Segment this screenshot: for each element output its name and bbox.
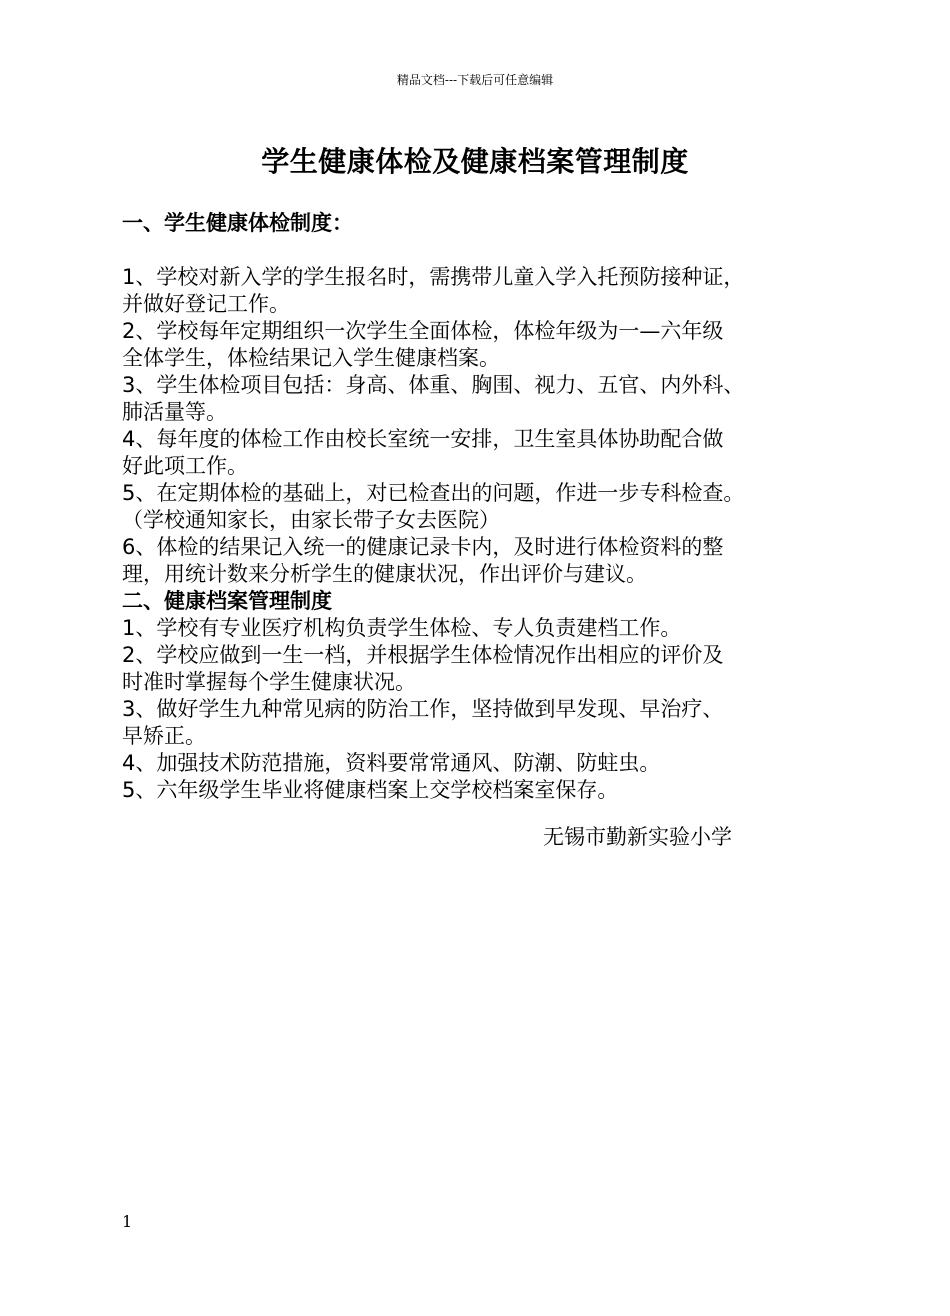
document-title: 学生健康体检及健康档案管理制度: [261, 145, 689, 178]
item-line: 好此项工作。: [122, 454, 248, 478]
list-item: [122, 750, 834, 777]
list-item: [122, 480, 834, 534]
item-line: 早矫正。: [122, 724, 206, 748]
item-line: 5、六年级学生毕业将健康档案上交学校档案室保存。: [122, 778, 619, 802]
list-item: [122, 264, 834, 318]
item-line: 时准时掌握每个学生健康状况。: [122, 670, 416, 694]
list-item: [122, 426, 834, 480]
page-number: 1: [122, 1212, 133, 1231]
item-line: 6、体检的结果记入统一的健康记录卡内，及时进行体检资料的整: [122, 535, 724, 559]
item-line: 2、学校每年定期组织一次学生全面体检，体检年级为一—六年级: [122, 319, 724, 343]
item-line: 理，用统计数来分析学生的健康状况，作出评价与建议。: [122, 562, 647, 586]
item-line: 5、在定期体检的基础上，对已检查出的问题，作进一步专科检查。: [122, 481, 745, 505]
list-item: [122, 642, 834, 696]
list-item: [122, 318, 834, 372]
header-note: 精品文档---下载后可任意编辑: [396, 73, 554, 87]
section-heading-health-records: 二、健康档案管理制度: [122, 589, 332, 613]
list-item: [122, 372, 834, 426]
document-body: [122, 210, 834, 804]
item-line: 1、学校对新入学的学生报名时，需携带儿童入学入托预防接种证，: [122, 265, 745, 289]
list-item: [122, 534, 834, 588]
item-line: 肺活量等。: [122, 400, 227, 424]
section-heading-health-checkup: 一、学生健康体检制度：: [122, 211, 353, 235]
item-line: 2、学校应做到一生一档，并根据学生体检情况作出相应的评价及: [122, 643, 724, 667]
list-item: [122, 696, 834, 750]
item-line: 3、学生体检项目包括：身高、体重、胸围、视力、五官、内外科、: [122, 373, 745, 397]
item-line: 4、每年度的体检工作由校长室统一安排，卫生室具体协助配合做: [122, 427, 724, 451]
list-item: [122, 777, 834, 804]
item-line: 并做好登记工作。: [122, 292, 290, 316]
signature-school-name: 无锡市勤新实验小学: [543, 825, 732, 849]
item-line: 1、学校有专业医疗机构负责学生体检、专人负责建档工作。: [122, 616, 682, 640]
list-item: [122, 615, 834, 642]
item-line: （学校通知家长，由家长带子女去医院）: [122, 508, 500, 532]
item-line: 4、加强技术防范措施，资料要常常通风、防潮、防蛀虫。: [122, 751, 661, 775]
item-line: 3、做好学生九种常见病的防治工作，坚持做到早发现、早治疗、: [122, 697, 724, 721]
item-line: 全体学生，体检结果记入学生健康档案。: [122, 346, 500, 370]
